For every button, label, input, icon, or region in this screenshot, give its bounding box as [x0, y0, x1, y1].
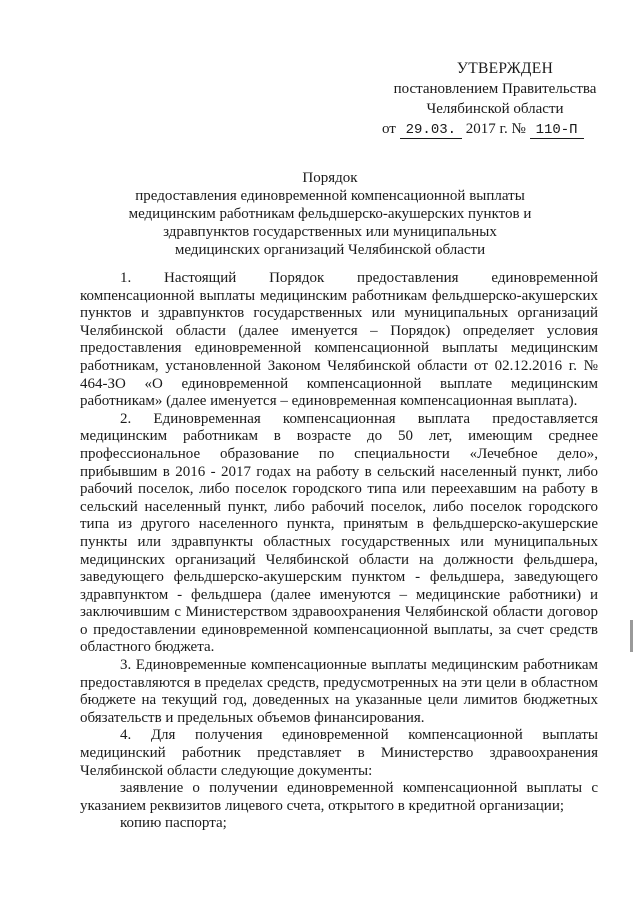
list-item-passport: копию паспорта;: [120, 815, 227, 832]
approval-line-2: Челябинской области: [426, 101, 564, 117]
approval-stamp: УТВЕРЖДЕН: [456, 60, 554, 77]
title-line-1: предоставления единовременной компенсационной выплаты: [135, 188, 525, 204]
paragraph-3: 3. Единовременные компенсационные выплаты медицинским работникам предоставляются в пределах средств, предусмотренных на эти цели в областном бюджете на текущий год, доведенных на указанные цели лимитов бюджетных обязательств и предельных объемов финансирования.: [80, 657, 598, 726]
paragraph-2: 2. Единовременная компенсационная выплата предоставляется медицинским работникам в возрасте до 50 лет, имеющим среднее профессиональное образование по специальности «Лечебное дело», прибывшим в 2016 - 2017 годах на работу в сельский населенный пункт, либо рабочий поселок, либо поселок городского типа или переехавшим на работу в сельский населенный пункт, либо рабочий поселок, либо поселок городского типа из другого населенного пункта, принятым в фельдшерско-акушерские пункты или здравпункты областных государственных или муниципальных медицинских организаций Челябинской области на должности фельдшера, заведующего фельдшерско-акушерским пунктом - фельдшера, заведующего здравпунктом - фельдшера (далее именуются – медицинские работники) и заключившим с Министерством здравоохранения Челябинской области договор о предоставлении единовременной компенсационной выплаты, за счет средств областного бюджета.: [80, 410, 598, 656]
paragraph-1: 1. Настоящий Порядок предоставления единовременной компенсационной выплаты медицинским работникам фельдшерско-акушерских пунктов и здравпунктов государственных или муниципальных организаций Челябинской области (далее именуется – Порядок) определяет условия предоставления единовременной компенсационной выплаты медицинским работникам, установленной Законом Челябинской области от 02.12.2016 г. № 464-ЗО «О единовременной компенсационной выплате медицинским работникам» (далее именуется – единовременная компенсационная выплата).: [80, 270, 598, 410]
title-heading: Порядок: [302, 170, 358, 186]
approval-number: 110-П: [530, 122, 584, 139]
list-item-application: заявление о получении единовременной компенсационной выплаты с указанием реквизитов лицевого счета, открытого в кредитной организации;: [80, 780, 598, 814]
document-title: [80, 169, 580, 259]
approval-from: от: [382, 121, 396, 137]
title-line-4: медицинских организаций Челябинской области: [174, 242, 486, 258]
approval-line-1: постановлением Правительства: [393, 81, 597, 97]
scan-edge-mark: [630, 620, 633, 652]
approval-date-line: [380, 119, 610, 140]
title-line-2: медицинским работникам фельдшерско-акушерских пунктов и: [128, 206, 532, 222]
approval-year: 2017 г. №: [465, 121, 526, 137]
paragraph-4: 4. Для получения единовременной компенсационной выплаты медицинский работник представляет в Министерство здравоохранения Челябинской области следующие документы:: [80, 727, 598, 779]
approval-date: 29.03.: [400, 122, 462, 139]
approval-block: [380, 59, 610, 140]
title-line-3: здравпунктов государственных или муниципальных: [163, 224, 497, 240]
document-body: [80, 270, 598, 833]
